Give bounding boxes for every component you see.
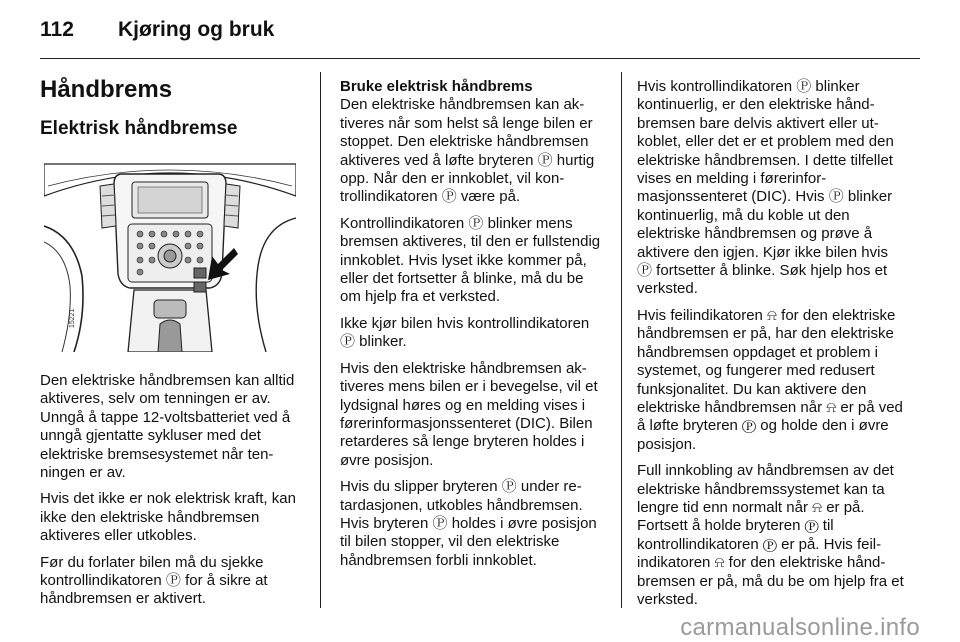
column-3 [637,78,905,617]
paragraph: Hvis den elektriske håndbremsen aktiveres mens bilen er i bevegelse, vil et lydsignal høres og en melding vises i førerinformasjonssenteret (DIC). Bilen retarderes så lenge bryteren holdes i øvre posisjon. [340,359,598,469]
paragraph: Den elektriske håndbremsen kan alltid aktiveres, selv om tenningen er av. Unngå å tappe 12-voltsbatteriet ved å unngå gjentatte sykluser med det elektriske bremsesystemet når tenningen er av. [40,372,295,482]
figure-code: 15221 [69,308,76,328]
paragraph: Ikke kjør bilen hvis kontrollindikatoren Ⓟ blinker. [340,314,590,351]
section-subtitle: Elektrisk håndbremse [40,118,238,139]
column-1 [40,372,306,617]
paragraph: Kontrollindikatoren Ⓟ blinker mens bremsen aktiveres, til den er fullstendig innkoblet. Hvis lyset ikke kommer på, eller det fortsetter å blinke, må du be om hjelp fra et verksted. [340,214,601,306]
header-rule [40,58,920,59]
chapter-title: Kjøring og bruk [118,18,275,41]
watermark: carmanualsonline.info [680,614,920,641]
column-divider-2 [621,72,622,608]
column-2 [340,78,606,578]
paragraph: Hvis feilindikatoren ⍾ for den elektriske håndbremsen er på, har den elektriske håndbremsen oppdaget et problem i systemet, og fungerer med redusert funksjonalitet. Du kan aktivere den elektriske håndbremsen når ⍾ er på ved å løfte bryteren Ⓟ og holde den i øvre posisjon. [637,306,903,453]
paragraph: Hvis det ikke er nok elektrisk kraft, kan ikke den elektriske håndbremsen aktiveres eller utkobles. [40,490,296,545]
console-illustration [44,156,296,352]
subheading: Bruke elektrisk håndbrems [340,78,533,95]
paragraph: Hvis kontrollindikatoren Ⓟ blinker kontinuerlig, er den elektriske håndbremsen bare delvis aktivert eller utkoblet, eller det er et problem med den elektriske håndbremsen. I dette tilfellet vises en melding i førerinformasjonssenteret (DIC). Hvis Ⓟ blinker kontinuerlig, må du koble ut den elektriske håndbremsen og prøve å aktivere den igjen. Kjør ikke bilen hvis Ⓟ fortsetter å blinke. Søk hjelp hos et verksted. [637,78,894,298]
page-number: 112 [40,18,74,41]
paragraph: Den elektriske håndbremsen kan aktiveres når som helst så lenge bilen er stoppet. Den elektriske håndbremsen aktiveres ved å løfte bryteren Ⓟ hurtig opp. Når den er innkoblet, vil kontrollindikatoren Ⓟ være på. [340,96,595,206]
page-header [40,18,274,42]
paragraph: Før du forlater bilen må du sjekke kontrollindikatoren Ⓟ for å sikre at håndbremsen er aktivert. [40,553,268,608]
paragraph: Hvis du slipper bryteren Ⓟ under retardasjonen, utkobles håndbremsen. Hvis bryteren Ⓟ holdes i øvre posisjon til bilen stopper, vil den elektriske håndbremsen forbli innkoblet. [340,478,597,569]
section-title: Håndbrems [40,76,173,103]
column-divider-1 [320,72,321,608]
paragraph: Full innkobling av håndbremsen av det elektriske håndbremssystemet kan ta lengre tid enn normalt når ⍾ er på. Fortsett å holde bryteren Ⓟ til kontrollindikatoren Ⓟ er på. Hvis feilindikatoren ⍾ for den elektriske håndbremsen er på, må du be om hjelp fra et verksted. [637,462,904,608]
